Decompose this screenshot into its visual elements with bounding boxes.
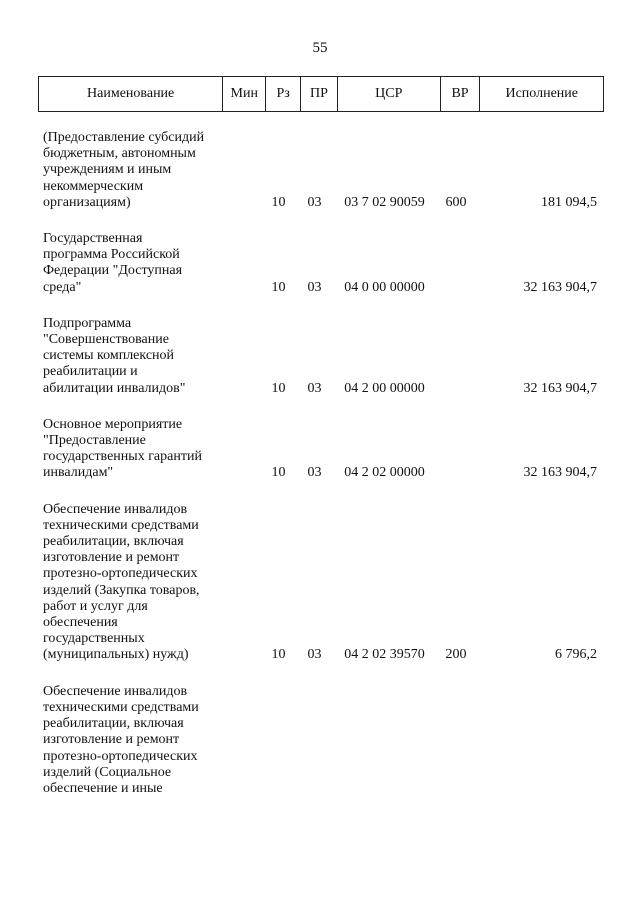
row-pr: 03 (307, 194, 322, 210)
row-name-line: "Предоставление (43, 433, 146, 449)
row-name-line: программа Российской (43, 247, 180, 263)
row-name-line: инвалидам" (43, 465, 114, 481)
row-csr: 04 0 00 00000 (344, 279, 425, 295)
page-number: 55 (312, 40, 328, 56)
row-name-line: обеспечение и иные (43, 780, 163, 796)
row-name-line: техническими средствами (43, 517, 199, 533)
header-name: Наименование (39, 77, 223, 111)
row-isp: 32 163 904,7 (523, 380, 597, 396)
header-vr: ВР (441, 77, 481, 111)
row-name-line: Основное мероприятие (43, 416, 183, 432)
table-body (38, 130, 608, 817)
row-name-line: государственных гарантий (43, 449, 202, 465)
row-name-line: (Предоставление субсидий (43, 130, 205, 145)
row-isp: 32 163 904,7 (523, 465, 597, 481)
row-name-line: изготовление и ремонт (43, 550, 180, 566)
row-rz: 10 (271, 465, 286, 481)
row-pr: 03 (307, 465, 322, 481)
row-pr: 03 (307, 647, 322, 663)
header-isp: Исполнение (505, 86, 578, 101)
row-name-line: бюджетным, автономным (43, 146, 196, 162)
row-name-line: реабилитации, включая (43, 534, 184, 550)
row-rz: 10 (271, 194, 286, 210)
row-name-line: техническими средствами (43, 699, 199, 715)
table-header (38, 76, 604, 112)
table-row (38, 130, 608, 211)
row-name-line: Обеспечение инвалидов (43, 501, 188, 517)
header-min: Мин (223, 77, 266, 111)
row-name (38, 684, 218, 797)
row-name-line: "Совершенствование (43, 332, 169, 348)
row-csr: 04 2 02 00000 (344, 465, 425, 481)
row-name (38, 502, 218, 664)
table-row (38, 316, 608, 397)
row-csr: 04 2 00 00000 (344, 380, 425, 396)
row-name (38, 316, 218, 397)
row-name-line: обеспечения (43, 615, 118, 631)
row-name-line: изделий (Социальное (43, 764, 172, 780)
row-name (38, 417, 218, 482)
row-name-line: организациям) (43, 194, 131, 210)
header-pr: ПР (301, 77, 338, 111)
table-row (38, 417, 608, 482)
row-isp: 181 094,5 (541, 194, 597, 210)
row-name-line: среда" (43, 279, 82, 295)
row-name-line: Государственная (43, 231, 143, 247)
row-name-line: изготовление и ремонт (43, 732, 180, 748)
row-rz: 10 (271, 647, 286, 663)
row-name-line: (муниципальных) нужд) (43, 647, 189, 663)
row-name-line: Федерации "Доступная (43, 263, 183, 279)
row-name (38, 231, 218, 296)
row-pr: 03 (307, 380, 322, 396)
row-vr: 200 (445, 647, 467, 663)
row-name-line: государственных (43, 631, 145, 647)
row-name-line: Обеспечение инвалидов (43, 683, 188, 699)
row-isp: 32 163 904,7 (523, 279, 597, 295)
row-name-line: учреждениям и иным (43, 162, 172, 178)
row-csr: 03 7 02 90059 (344, 194, 425, 210)
row-name-line: протезно-ортопедических (43, 566, 198, 582)
row-name-line: Подпрограмма (43, 315, 132, 331)
table-row (38, 231, 608, 296)
row-vr: 600 (445, 194, 467, 210)
row-name-line: абилитации инвалидов" (43, 380, 186, 396)
header-csr: ЦСР (338, 77, 441, 111)
row-name-line: некоммерческим (43, 178, 144, 194)
header-rz: Рз (266, 77, 301, 111)
table-row (38, 684, 608, 797)
row-name-line: реабилитации и (43, 364, 138, 380)
row-isp: 6 796,2 (555, 647, 597, 663)
row-name-line: протезно-ортопедических (43, 748, 198, 764)
row-csr: 04 2 02 39570 (344, 647, 425, 663)
row-name-line: изделий (Закупка товаров, (43, 582, 200, 598)
row-rz: 10 (271, 380, 286, 396)
row-rz: 10 (271, 279, 286, 295)
row-name (38, 130, 218, 211)
row-name-line: системы комплексной (43, 348, 175, 364)
table-row (38, 502, 608, 664)
row-pr: 03 (307, 279, 322, 295)
row-name-line: реабилитации, включая (43, 716, 184, 732)
row-name-line: работ и услуг для (43, 598, 148, 614)
